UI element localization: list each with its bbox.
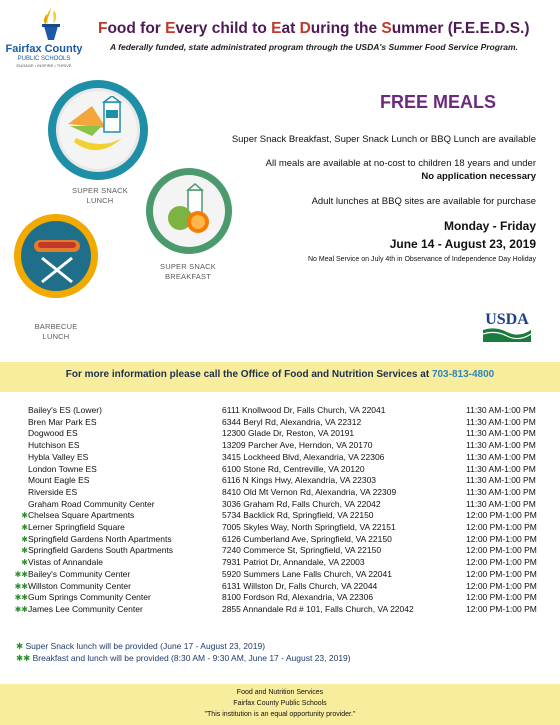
bbq-label: BARBECUE LUNCH bbox=[34, 322, 78, 341]
site-address: 6131 Willston Dr, Falls Church, VA 22044 bbox=[222, 580, 378, 591]
site-name: Chelsea Square Apartments bbox=[28, 510, 135, 521]
footer-line-3: "This institution is an equal opportunity provider." bbox=[204, 711, 356, 718]
site-mark: ✱✱ bbox=[14, 604, 28, 614]
site-address: 6344 Beryl Rd, Alexandria, VA 22312 bbox=[222, 416, 362, 427]
site-time: 12:00 PM-1:00 PM bbox=[466, 533, 537, 544]
site-time: 12:00 PM-1:00 PM bbox=[466, 580, 537, 591]
site-row bbox=[14, 440, 554, 451]
site-mark: ✱ bbox=[21, 546, 28, 556]
site-row bbox=[14, 405, 554, 416]
site-address: 5734 Backlick Rd, Springfield, VA 22150 bbox=[222, 510, 374, 521]
site-time: 11:30 AM-1:00 PM bbox=[466, 463, 536, 474]
service-dates: June 14 - August 23, 2019 bbox=[389, 237, 536, 251]
site-name: Bailey's ES (Lower) bbox=[28, 405, 102, 415]
title-part: very child to bbox=[175, 20, 272, 37]
site-time: 12:00 PM-1:00 PM bbox=[466, 557, 537, 568]
site-time: 12:00 PM-1:00 PM bbox=[466, 592, 537, 603]
site-time: 11:30 AM-1:00 PM bbox=[466, 498, 536, 509]
site-address: 8410 Old Mt Vernon Rd, Alexandria, VA 22309 bbox=[222, 486, 397, 497]
site-row bbox=[14, 534, 554, 545]
site-row bbox=[14, 417, 554, 428]
lunch-label: SUPER SNACK LUNCH bbox=[72, 186, 128, 205]
site-row bbox=[14, 592, 554, 603]
note-mark: ✱✱ bbox=[16, 653, 31, 663]
title-part: S bbox=[381, 20, 392, 37]
meal-options-text: Super Snack Breakfast, Super Snack Lunch or BBQ Lunch are available bbox=[231, 134, 536, 145]
service-days: Monday - Friday bbox=[443, 219, 536, 233]
contact-text: For more information please call the Office of Food and Nutrition Services at 703-813-4800 bbox=[65, 369, 495, 380]
title-part: ummer (F.E.E.D.S.) bbox=[391, 20, 530, 37]
footer-line-1: Food and Nutrition Services bbox=[236, 689, 324, 696]
site-mark: ✱ bbox=[21, 534, 28, 544]
lunch-plate bbox=[48, 80, 148, 180]
site-address: 6126 Cumberland Ave, Springfield, VA 22150 bbox=[222, 533, 392, 544]
site-name: Lerner Springfield Square bbox=[28, 522, 125, 532]
site-time: 11:30 AM-1:00 PM bbox=[466, 416, 536, 427]
site-address: 5920 Summers Lane Falls Church, VA 22041 bbox=[222, 568, 392, 579]
breakfast-plate bbox=[146, 168, 232, 254]
site-address: 6100 Stone Rd, Centreville, VA 20120 bbox=[222, 463, 365, 474]
fcps-logo bbox=[4, 4, 100, 84]
note-mark: ✱ bbox=[16, 641, 24, 651]
site-row bbox=[14, 475, 554, 486]
site-row bbox=[14, 464, 554, 475]
site-name: Vistas of Annandale bbox=[28, 557, 103, 568]
usda-logo bbox=[481, 308, 533, 344]
title-part: E bbox=[165, 20, 176, 37]
adult-lunch-text: Adult lunches at BBQ sites are available for purchase bbox=[311, 196, 536, 207]
site-row bbox=[14, 499, 554, 510]
no-application-text: No application necessary bbox=[421, 171, 536, 182]
site-mark: ✱✱ bbox=[14, 581, 28, 591]
site-address: 6111 Knollwood Dr, Falls Church, VA 22041 bbox=[222, 405, 386, 415]
site-name: Hybla Valley ES bbox=[28, 451, 89, 462]
free-meals-heading: FREE MEALS bbox=[380, 92, 497, 112]
breakfast-icon bbox=[158, 180, 220, 242]
site-address: 7931 Patriot Dr, Annandale, VA 22003 bbox=[222, 557, 365, 568]
site-name: Bailey's Community Center bbox=[28, 568, 131, 579]
site-name: London Towne ES bbox=[28, 463, 97, 474]
site-name: Hutchison ES bbox=[28, 440, 80, 451]
site-address: 3036 Graham Rd, Falls Church, VA 22042 bbox=[222, 498, 381, 509]
site-address: 6116 N Kings Hwy, Alexandria, VA 22303 bbox=[222, 475, 377, 486]
site-name: Riverside ES bbox=[28, 486, 78, 497]
site-time: 11:30 AM-1:00 PM bbox=[466, 475, 536, 486]
site-row bbox=[14, 510, 554, 521]
breakfast-label: SUPER SNACK BREAKFAST bbox=[160, 262, 216, 281]
title-part: ood for bbox=[107, 20, 166, 37]
site-row bbox=[14, 545, 554, 556]
site-address: 3415 Lockheed Blvd, Alexandria, VA 22306 bbox=[222, 451, 385, 462]
site-time: 12:00 PM-1:00 PM bbox=[466, 510, 537, 521]
title-part: F bbox=[98, 20, 108, 37]
site-time: 12:00 PM-1:00 PM bbox=[466, 545, 537, 556]
bbq-plate bbox=[14, 214, 98, 298]
site-row bbox=[14, 452, 554, 463]
site-address: 12300 Glade Dr, Reston, VA 20191 bbox=[222, 428, 355, 439]
footer-line-2: Fairfax County Public Schools bbox=[233, 700, 327, 707]
site-time: 11:30 AM-1:00 PM bbox=[466, 405, 536, 415]
page-title bbox=[98, 20, 530, 38]
eligibility-text: All meals are available at no-cost to children 18 years and under bbox=[265, 158, 536, 169]
note-text: Breakfast and lunch will be provided (8:30 AM - 9:30 AM, June 17 - August 23, 2019) bbox=[30, 653, 351, 663]
title-part: at bbox=[281, 20, 300, 37]
site-address: 7005 Skyles Way, North Springfield, VA 22151 bbox=[222, 522, 396, 532]
site-row bbox=[14, 557, 554, 568]
site-address: 8100 Fordson Rd, Alexandria, VA 22306 bbox=[222, 592, 374, 603]
site-time: 11:30 AM-1:00 PM bbox=[466, 440, 536, 451]
note-line bbox=[16, 641, 265, 652]
site-name: Mount Eagle ES bbox=[28, 475, 90, 486]
site-name: Springfield Gardens South Apartments bbox=[28, 545, 174, 556]
site-mark: ✱ bbox=[21, 523, 28, 532]
usda-logo-text: USDA bbox=[485, 311, 529, 328]
site-name: Willston Community Center bbox=[28, 580, 131, 591]
site-row bbox=[14, 428, 554, 439]
note-text: Super Snack lunch will be provided (June 17 - August 23, 2019) bbox=[23, 641, 266, 651]
site-mark: ✱ bbox=[21, 558, 28, 568]
logo-sub: PUBLIC SCHOOLS bbox=[17, 56, 71, 62]
site-row bbox=[14, 604, 554, 615]
title-part: E bbox=[271, 20, 282, 37]
site-name: Gum Springs Community Center bbox=[28, 592, 151, 603]
site-row bbox=[14, 522, 554, 533]
holiday-note: No Meal Service on July 4th in Observance of Independence Day Holiday bbox=[307, 256, 536, 263]
logo-tagline: ENGAGE • INSPIRE • THRIVE bbox=[16, 63, 72, 68]
site-mark: ✱ bbox=[21, 511, 28, 521]
site-time: 11:30 AM-1:00 PM bbox=[466, 486, 536, 497]
site-name: Bren Mar Park ES bbox=[28, 416, 97, 427]
site-name: James Lee Community Center bbox=[28, 603, 143, 614]
logo-name: Fairfax County bbox=[5, 43, 83, 55]
site-address: 2855 Annandale Rd # 101, Falls Church, VA 22042 bbox=[222, 603, 414, 614]
site-row bbox=[14, 581, 554, 592]
site-address: 7240 Commerce St, Springfield, VA 22150 bbox=[222, 545, 382, 556]
site-time: 11:30 AM-1:00 PM bbox=[466, 428, 536, 439]
site-time: 12:00 PM-1:00 PM bbox=[466, 522, 537, 532]
site-row bbox=[14, 487, 554, 498]
site-name: Springfield Gardens North Apartments bbox=[28, 533, 172, 544]
site-time: 11:30 AM-1:00 PM bbox=[466, 451, 536, 462]
sandwich-icon bbox=[62, 96, 134, 162]
site-mark: ✱✱ bbox=[14, 569, 28, 579]
torch-icon bbox=[34, 6, 68, 42]
title-part: uring the bbox=[310, 20, 382, 37]
site-name: Graham Road Community Center bbox=[28, 498, 155, 509]
page-subtitle: A federally funded, state administrated program through the USDA's Summer Food Service Program. bbox=[110, 42, 518, 52]
phone-number[interactable]: 703-813-4800 bbox=[431, 369, 495, 380]
site-time: 12:00 PM-1:00 PM bbox=[466, 603, 537, 614]
note-line bbox=[16, 653, 351, 664]
site-address: 13209 Parcher Ave, Herndon, VA 20170 bbox=[222, 440, 373, 451]
site-row bbox=[14, 569, 554, 580]
title-part: D bbox=[299, 20, 311, 37]
hotdog-icon bbox=[28, 228, 86, 286]
site-mark: ✱✱ bbox=[14, 593, 28, 603]
site-time: 12:00 PM-1:00 PM bbox=[466, 568, 537, 579]
site-name: Dogwood ES bbox=[28, 428, 78, 439]
